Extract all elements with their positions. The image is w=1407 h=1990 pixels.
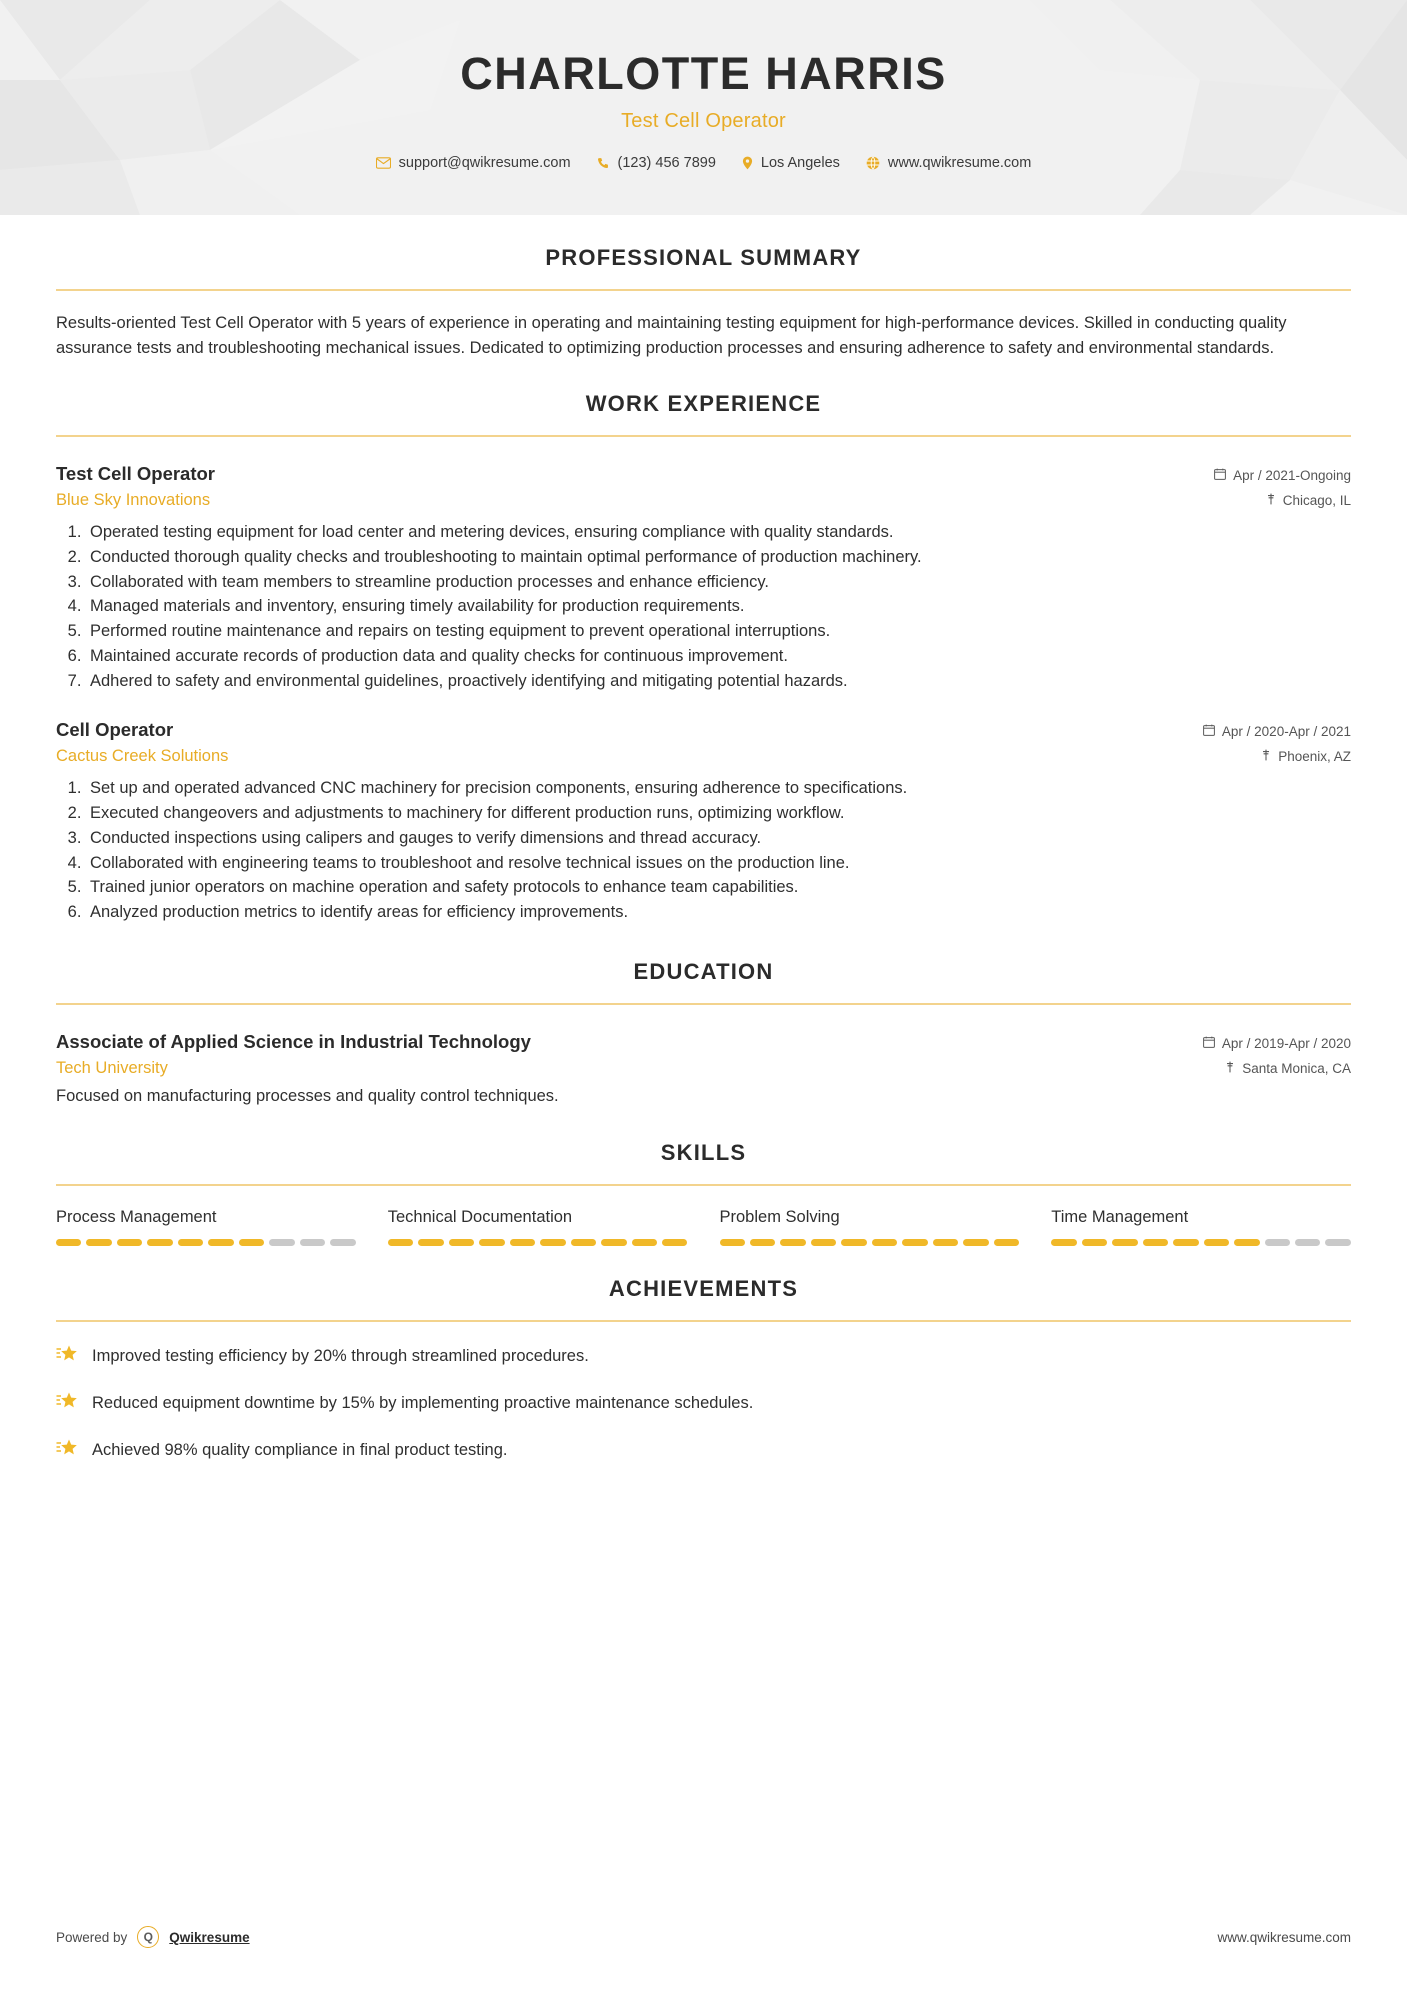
footer-branding <box>56 1926 250 1948</box>
experience-bullets <box>56 520 1351 693</box>
skill-item <box>1051 1208 1351 1246</box>
skill-item <box>388 1208 688 1246</box>
contact-phone-text: (123) 456 7899 <box>617 155 716 171</box>
rating-dash <box>269 1239 294 1246</box>
star-icon <box>56 1344 78 1369</box>
skill-label: Technical Documentation <box>387 1207 573 1226</box>
candidate-name: CHARLOTTE HARRIS <box>460 48 947 99</box>
experience-dates-text: Apr / 2021-Ongoing <box>1233 468 1351 484</box>
achievement-item <box>56 1391 1351 1416</box>
bullet-item: 6. Maintained accurate records of production data and quality checks for continuous improvement. <box>86 644 1351 669</box>
map-pin-icon <box>1225 1061 1235 1076</box>
calendar-icon <box>1203 724 1215 739</box>
experience-company: Blue Sky Innovations <box>56 491 211 510</box>
education-dates <box>1203 1036 1351 1051</box>
rating-dash <box>571 1239 596 1246</box>
bullet-item: 4. Collaborated with engineering teams to troubleshoot and resolve technical issues on the production line. <box>86 851 1351 876</box>
contact-location-text: Los Angeles <box>760 155 840 171</box>
education-location-text: Santa Monica, CA <box>1242 1060 1351 1076</box>
experience-dates <box>1203 724 1351 739</box>
rating-dash <box>1204 1239 1229 1246</box>
experience-job-title: Test Cell Operator <box>56 463 216 485</box>
experience-location <box>1261 749 1351 764</box>
rating-dash <box>147 1239 172 1246</box>
contact-website-text: www.qwikresume.com <box>887 155 1032 171</box>
contact-location[interactable] <box>742 155 840 171</box>
rating-dash <box>449 1239 474 1246</box>
map-pin-icon <box>1261 749 1271 764</box>
contact-email-text: support@qwikresume.com <box>398 155 571 171</box>
calendar-icon <box>1214 468 1226 483</box>
experience-location-text: Chicago, IL <box>1282 493 1351 509</box>
map-pin-icon <box>1266 493 1276 508</box>
globe-icon <box>866 156 880 170</box>
rating-dash <box>1082 1239 1107 1246</box>
experience-location-text: Phoenix, AZ <box>1278 749 1351 765</box>
bullet-item: 2. Executed changeovers and adjustments to machinery for different production runs, optimizing workflow. <box>86 801 1351 826</box>
section-divider <box>56 289 1351 291</box>
rating-dash <box>1143 1239 1168 1246</box>
star-icon <box>56 1391 78 1416</box>
phone-icon <box>597 157 610 170</box>
achievements-list <box>56 1344 1351 1463</box>
experience-job-title: Cell Operator <box>56 719 174 741</box>
section-skills <box>56 1140 1351 1246</box>
rating-dash <box>720 1239 745 1246</box>
rating-dash <box>811 1239 836 1246</box>
section-work-experience <box>56 391 1351 925</box>
rating-dash <box>117 1239 142 1246</box>
section-education <box>56 959 1351 1106</box>
skill-label: Problem Solving <box>719 1207 840 1226</box>
calendar-icon <box>1203 1036 1215 1051</box>
rating-dash <box>479 1239 504 1246</box>
rating-dash <box>841 1239 866 1246</box>
experience-bullets <box>56 776 1351 925</box>
achievement-item <box>56 1344 1351 1369</box>
rating-dash <box>1112 1239 1137 1246</box>
skill-rating <box>56 1239 356 1246</box>
education-dates-text: Apr / 2019-Apr / 2020 <box>1221 1035 1351 1051</box>
rating-dash <box>872 1239 897 1246</box>
contact-phone[interactable] <box>597 155 716 171</box>
mail-icon <box>376 157 391 169</box>
bullet-item: 1. Set up and operated advanced CNC machinery for precision components, ensuring adherence to specifications. <box>86 776 1351 801</box>
section-divider <box>56 435 1351 437</box>
achievement-text: Achieved 98% quality compliance in final product testing. <box>92 1440 508 1459</box>
skill-rating <box>388 1239 688 1246</box>
powered-by-label: Powered by <box>56 1929 128 1945</box>
section-achievements <box>56 1276 1351 1463</box>
bullet-item: 6. Analyzed production metrics to identify areas for efficiency improvements. <box>86 900 1351 925</box>
rating-dash <box>1295 1239 1320 1246</box>
achievement-text: Improved testing efficiency by 20% through streamlined procedures. <box>92 1346 589 1365</box>
rating-dash <box>1234 1239 1259 1246</box>
rating-dash <box>239 1239 264 1246</box>
experience-entry <box>56 719 1351 925</box>
page-footer <box>56 1926 1351 1948</box>
rating-dash <box>902 1239 927 1246</box>
section-title-achievements: ACHIEVEMENTS <box>608 1275 799 1301</box>
rating-dash <box>208 1239 233 1246</box>
rating-dash <box>1051 1239 1076 1246</box>
skill-item <box>56 1208 356 1246</box>
rating-dash <box>540 1239 565 1246</box>
rating-dash <box>330 1239 355 1246</box>
bullet-item: 3. Collaborated with team members to streamline production processes and enhance efficiency. <box>86 570 1351 595</box>
contact-website[interactable] <box>866 155 1031 171</box>
rating-dash <box>86 1239 111 1246</box>
rating-dash <box>933 1239 958 1246</box>
rating-dash <box>963 1239 988 1246</box>
contact-row <box>0 155 1407 171</box>
section-divider <box>56 1003 1351 1005</box>
rating-dash <box>750 1239 775 1246</box>
bullet-item: 7. Adhered to safety and environmental guidelines, proactively identifying and mitigating potential hazards. <box>86 669 1351 694</box>
section-title-education: EDUCATION <box>633 958 774 984</box>
skill-rating <box>720 1239 1020 1246</box>
rating-dash <box>418 1239 443 1246</box>
skills-grid <box>56 1208 1351 1246</box>
rating-dash <box>1265 1239 1290 1246</box>
experience-dates <box>1214 468 1351 483</box>
resume-header <box>0 0 1407 215</box>
section-divider <box>56 1320 1351 1322</box>
education-location <box>1225 1061 1351 1076</box>
rating-dash <box>56 1239 81 1246</box>
education-entry <box>56 1031 1351 1106</box>
experience-location <box>1266 493 1351 508</box>
qwikresume-logo-icon: Q <box>137 1926 159 1948</box>
location-pin-icon <box>742 156 753 170</box>
contact-email[interactable] <box>376 155 571 171</box>
skill-rating <box>1051 1239 1351 1246</box>
section-title-experience: WORK EXPERIENCE <box>585 391 822 417</box>
rating-dash <box>178 1239 203 1246</box>
section-divider <box>56 1184 1351 1186</box>
rating-dash <box>994 1239 1019 1246</box>
summary-text: Results-oriented Test Cell Operator with 5 years of experience in operating and maintaining testing equipment for high-performance devices. Skilled in conducting quality assurance tests and troubleshooting mechanical issues. Dedicated to optimizing production processes and ensuring adherence to safety and environmental standards. <box>56 314 1287 358</box>
rating-dash <box>601 1239 626 1246</box>
rating-dash <box>388 1239 413 1246</box>
section-professional-summary <box>56 245 1351 361</box>
education-school: Tech University <box>56 1058 168 1077</box>
achievement-text: Reduced equipment downtime by 15% by implementing proactive maintenance schedules. <box>92 1393 754 1412</box>
section-title-skills: SKILLS <box>660 1139 747 1165</box>
qwikresume-brand-link[interactable]: Qwikresume <box>169 1929 250 1945</box>
rating-dash <box>780 1239 805 1246</box>
rating-dash <box>632 1239 657 1246</box>
star-icon <box>56 1438 78 1463</box>
bullet-item: 5. Trained junior operators on machine operation and safety protocols to enhance team capabilities. <box>86 875 1351 900</box>
bullet-item: 5. Performed routine maintenance and repairs on testing equipment to prevent operational interruptions. <box>86 619 1351 644</box>
candidate-role: Test Cell Operator <box>621 110 786 132</box>
rating-dash <box>1173 1239 1198 1246</box>
bullet-item: 2. Conducted thorough quality checks and troubleshooting to maintain optimal performance of production machinery. <box>86 545 1351 570</box>
bullet-item: 3. Conducted inspections using calipers and gauges to verify dimensions and thread accuracy. <box>86 826 1351 851</box>
footer-website[interactable]: www.qwikresume.com <box>1217 1929 1351 1945</box>
skill-label: Process Management <box>56 1207 217 1226</box>
bullet-item: 1. Operated testing equipment for load center and metering devices, ensuring compliance with quality standards. <box>86 520 1351 545</box>
experience-dates-text: Apr / 2020-Apr / 2021 <box>1221 724 1351 740</box>
experience-entry <box>56 463 1351 693</box>
skill-item <box>720 1208 1020 1246</box>
experience-company: Cactus Creek Solutions <box>56 747 229 766</box>
education-description: Focused on manufacturing processes and quality control techniques. <box>56 1086 559 1105</box>
rating-dash <box>662 1239 687 1246</box>
rating-dash <box>510 1239 535 1246</box>
bullet-item: 4. Managed materials and inventory, ensuring timely availability for production requirements. <box>86 594 1351 619</box>
education-degree: Associate of Applied Science in Industrial Technology <box>56 1030 531 1052</box>
rating-dash <box>1325 1239 1350 1246</box>
section-title-summary: PROFESSIONAL SUMMARY <box>545 245 862 270</box>
achievement-item <box>56 1438 1351 1463</box>
skill-label: Time Management <box>1051 1207 1189 1226</box>
rating-dash <box>300 1239 325 1246</box>
